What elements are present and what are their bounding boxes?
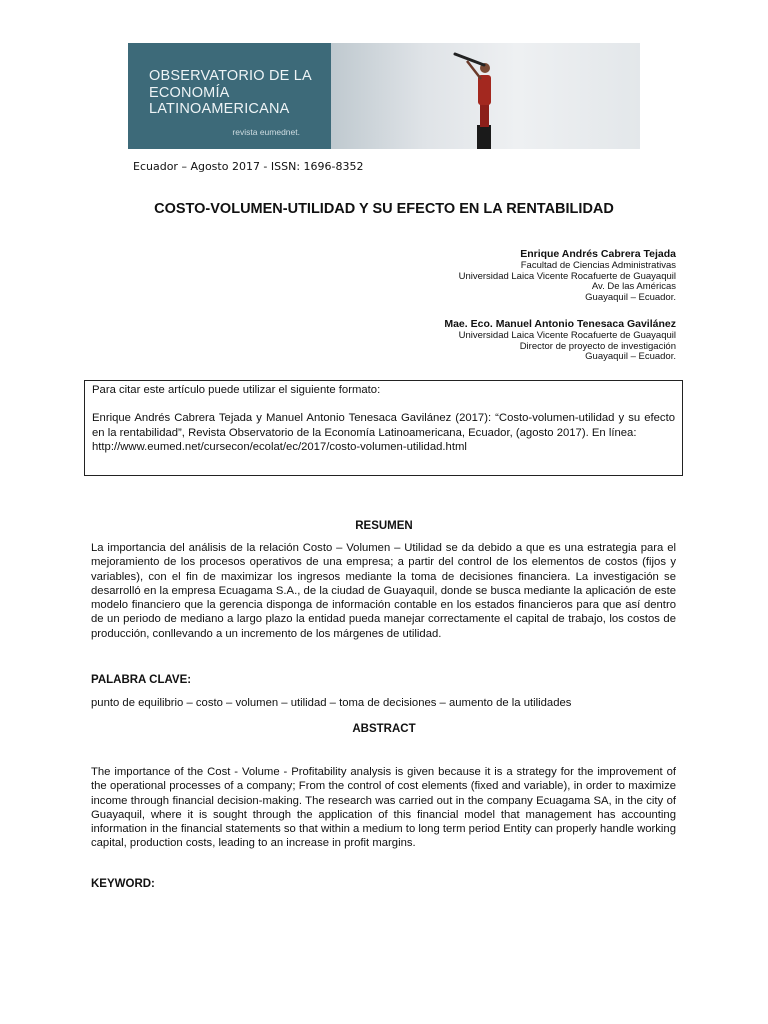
author-affiliation: Av. De las Américas [591, 281, 676, 292]
author-affiliation: Director de proyecto de investigación [519, 340, 676, 352]
journal-banner [128, 43, 640, 149]
paper-title: COSTO-VOLUMEN-UTILIDAD Y SU EFECTO EN LA RENTABILIDAD [154, 201, 614, 217]
abstract-text: The importance of the Cost - Volume - Profitability analysis is given because it is a strategy for the improvement of the operational processes of a company; From the control of cost elements (fixed and variable), in order to maximize income through financial decision-making. The research was carried out in the company Ecuagama SA, in the city of Guayaquil, where it is sought through the application of this financial model that management has accounting information in the financial statements so that within a medium to long term period Entity can properly handle working capital, production costs, leading to an increase in profit margins. [91, 766, 676, 850]
author-affiliation: Facultad de Ciencias Administrativas [520, 260, 676, 271]
resumen-heading: RESUMEN [355, 520, 413, 532]
banner-subtitle: revista eumednet. [232, 127, 300, 137]
issue-line: Ecuador – Agosto 2017 - ISSN: 1696-8352 [133, 160, 364, 173]
banner-title: OBSERVATORIO DE LA ECONOMÍA LATINOAMERICANA [149, 68, 312, 117]
author-affiliation: Universidad Laica Vicente Rocafuerte de Guayaquil [458, 330, 676, 341]
author-name: Mae. Eco. Manuel Antonio Tenesaca Gavilánez [444, 318, 676, 330]
author-affiliation: Guayaquil – Ecuador. [585, 291, 676, 303]
palabra-clave-heading: PALABRA CLAVE: [91, 674, 192, 686]
citation-box [84, 380, 683, 476]
resumen-text: La importancia del análisis de la relación Costo – Volumen – Utilidad se da debido a que es una estrategia para el mejoramiento de los procesos operativos de una empresa; a partir del control de los elementos de costos (fijos y variables), con el fin de maximizar los ingresos mediante la toma de decisiones financiera. La investigación se desarrolló en la empresa Ecuagama S.A., de la ciudad de Guayaquil, donde se busca mediante la aplicación de este modelo financiero que la gerencia disponga de información contable en los estados financieros para que así dentro de un periodo de mediano a largo plazo la entidad pueda manejar correctamente el capital de trabajo, los costos de producción, conllevando a un incremento de los márgenes de utilidad. [91, 542, 676, 640]
palabra-clave-text: punto de equilibrio – costo – volumen – utilidad – toma de decisiones – aumento de la utilidades [91, 697, 572, 709]
author-block-2 [444, 318, 676, 363]
author-affiliation: Guayaquil – Ecuador. [585, 351, 676, 362]
keyword-heading: KEYWORD: [91, 878, 155, 890]
telescope-figure-icon [331, 43, 640, 149]
author-name: Enrique Andrés Cabrera Tejada [520, 248, 676, 260]
citation-url[interactable]: http://www.eumed.net/cursecon/ecolat/ec/2017/costo-volumen-utilidad.html [92, 440, 467, 453]
abstract-heading: ABSTRACT [352, 723, 416, 735]
author-block-1 [459, 248, 676, 303]
banner-title-panel [128, 43, 331, 149]
citation-text: Enrique Andrés Cabrera Tejada y Manuel Antonio Tenesaca Gavilánez (2017): “Costo-volumen-utilidad y su efecto en la rentabilidad”, Revista Observatorio de la Economía Latinoamericana, Ecuador, (agosto 2017). En línea: [92, 412, 675, 439]
banner-image [331, 43, 640, 149]
author-affiliation: Universidad Laica Vicente Rocafuerte de Guayaquil [458, 270, 676, 282]
citation-label: Para citar este artículo puede utilizar el siguiente formato: [92, 384, 381, 396]
